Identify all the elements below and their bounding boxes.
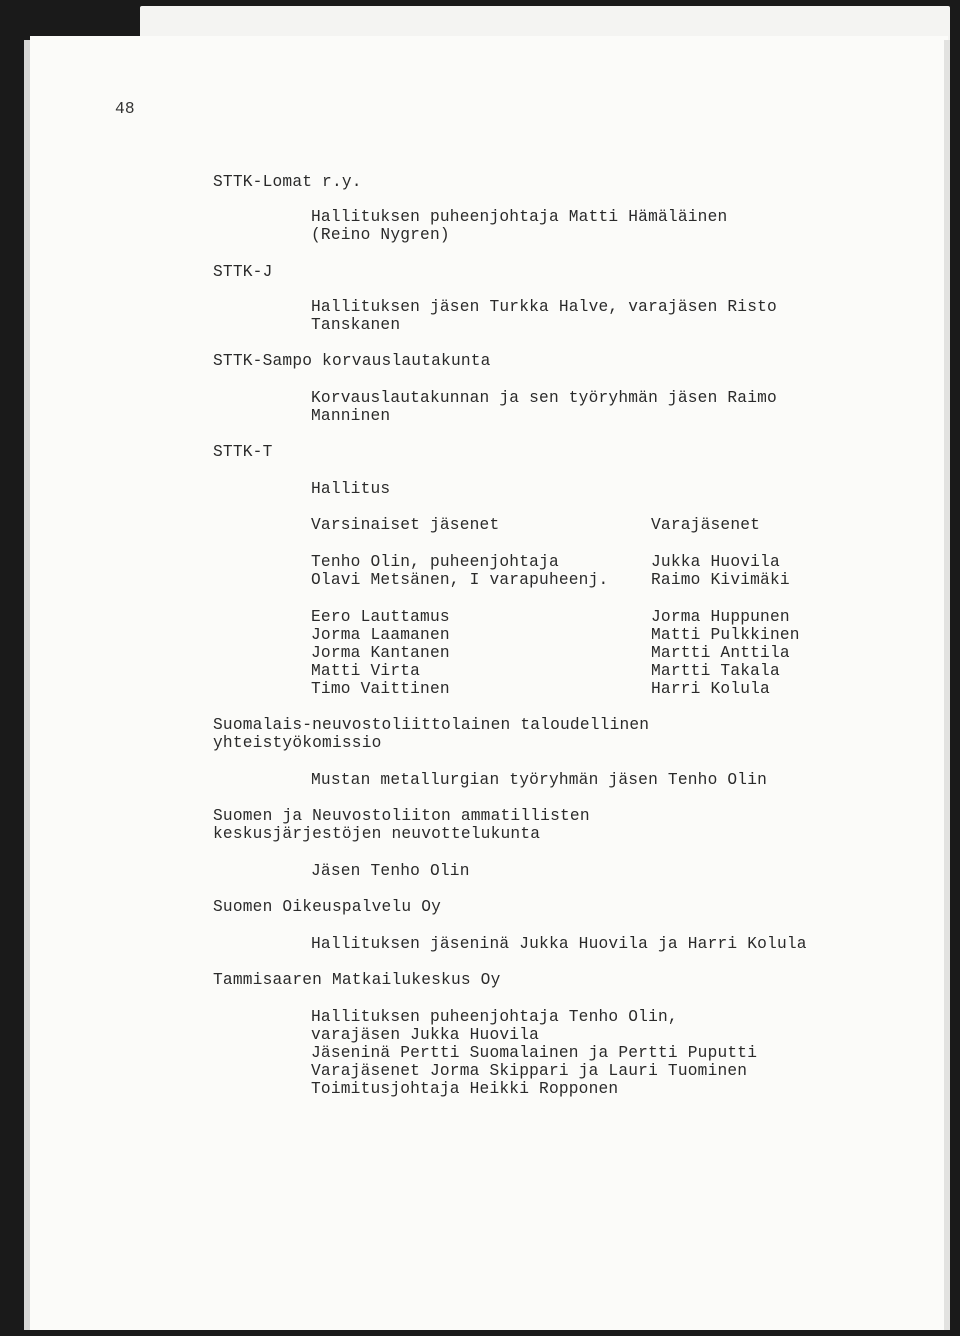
- text-line: Hallituksen jäseninä Jukka Huovila ja Harri Kolula: [311, 935, 807, 953]
- section-heading: STTK-T: [213, 443, 273, 461]
- text-line: Hallitus: [311, 480, 391, 498]
- member-regular: Jorma Laamanen: [311, 626, 450, 644]
- section-heading: Tammisaaren Matkailukeskus Oy: [213, 971, 501, 989]
- section-heading: STTK-Lomat r.y.: [213, 173, 362, 191]
- section-heading: STTK-J: [213, 263, 273, 281]
- member-regular: Eero Lauttamus: [311, 608, 450, 626]
- text-line: Korvauslautakunnan ja sen työryhmän jäsen Raimo: [311, 389, 777, 407]
- member-deputy: Jukka Huovila: [651, 553, 780, 571]
- member-deputy: Jorma Huppunen: [651, 608, 790, 626]
- member-regular: Olavi Metsänen, I varapuheenj.: [311, 571, 609, 589]
- member-regular: Timo Vaittinen: [311, 680, 450, 698]
- text-line: Jäsen Tenho Olin: [311, 862, 470, 880]
- text-line: Hallituksen puheenjohtaja Matti Hämäläinen: [311, 208, 728, 226]
- section-heading: Suomen ja Neuvostoliiton ammatillisten: [213, 807, 590, 825]
- col-header-deputy: Varajäsenet: [651, 516, 761, 534]
- section-heading: keskusjärjestöjen neuvottelukunta: [213, 825, 541, 843]
- text-line: Tanskanen: [311, 316, 401, 334]
- member-deputy: Martti Takala: [651, 662, 780, 680]
- page-number: 48: [115, 100, 135, 118]
- section-heading: yhteistyökomissio: [213, 734, 382, 752]
- text-line: (Reino Nygren): [311, 226, 450, 244]
- member-deputy: Raimo Kivimäki: [651, 571, 790, 589]
- document-page: [30, 36, 948, 1330]
- text-line: Hallituksen puheenjohtaja Tenho Olin,: [311, 1008, 678, 1026]
- member-deputy: Martti Anttila: [651, 644, 790, 662]
- page-right-edge: [944, 40, 950, 1330]
- text-line: Manninen: [311, 407, 391, 425]
- member-deputy: Matti Pulkkinen: [651, 626, 800, 644]
- member-regular: Matti Virta: [311, 662, 421, 680]
- text-line: Toimitusjohtaja Heikki Ropponen: [311, 1080, 619, 1098]
- text-line: Jäseninä Pertti Suomalainen ja Pertti Puputti: [311, 1044, 758, 1062]
- col-header-regular: Varsinaiset jäsenet: [311, 516, 500, 534]
- text-line: Varajäsenet Jorma Skippari ja Lauri Tuominen: [311, 1062, 748, 1080]
- member-deputy: Harri Kolula: [651, 680, 770, 698]
- text-line: varajäsen Jukka Huovila: [311, 1026, 540, 1044]
- section-heading: STTK-Sampo korvauslautakunta: [213, 352, 491, 370]
- section-heading: Suomalais-neuvostoliittolainen taloudellinen: [213, 716, 650, 734]
- text-line: Hallituksen jäsen Turkka Halve, varajäsen Risto: [311, 298, 777, 316]
- section-heading: Suomen Oikeuspalvelu Oy: [213, 898, 442, 916]
- member-regular: Jorma Kantanen: [311, 644, 450, 662]
- member-regular: Tenho Olin, puheenjohtaja: [311, 553, 559, 571]
- text-line: Mustan metallurgian työryhmän jäsen Tenho Olin: [311, 771, 768, 789]
